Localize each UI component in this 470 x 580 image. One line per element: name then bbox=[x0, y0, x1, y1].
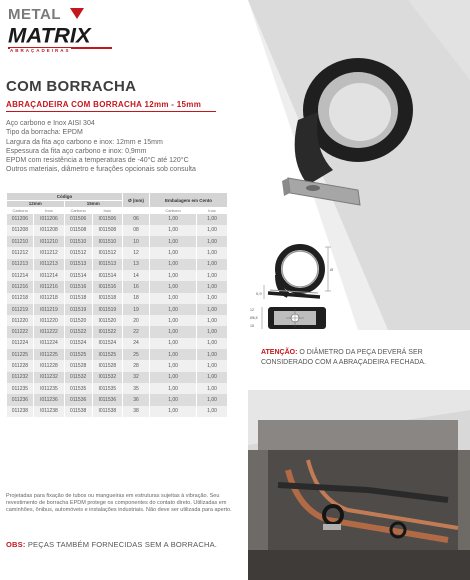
table-cell: 011218 bbox=[7, 293, 34, 304]
warning-label: ATENÇÃO: bbox=[261, 349, 298, 356]
table-cell: 1,00 bbox=[197, 293, 228, 304]
table-cell: I011220 bbox=[34, 315, 64, 326]
table-cell: 011235 bbox=[7, 383, 34, 394]
table-cell: 1,00 bbox=[150, 338, 197, 349]
table-cell: 18 bbox=[122, 293, 149, 304]
table-cell: I011513 bbox=[92, 259, 122, 270]
header-width-12: 12mm bbox=[7, 200, 65, 208]
table-cell: 1,00 bbox=[197, 383, 228, 394]
table-cell: 25 bbox=[122, 349, 149, 360]
table-cell: 24 bbox=[122, 338, 149, 349]
table-cell: 1,00 bbox=[197, 315, 228, 326]
table-cell: 19 bbox=[122, 304, 149, 315]
table-cell: I011222 bbox=[34, 326, 64, 337]
table-row bbox=[7, 225, 228, 236]
table-cell: 1,00 bbox=[197, 304, 228, 315]
table-cell: 011228 bbox=[7, 360, 34, 371]
table-cell: 011522 bbox=[64, 326, 92, 337]
page-subtitle: ABRAÇADEIRA COM BORRACHA 12mm - 15mm bbox=[6, 100, 202, 109]
table-cell: 011222 bbox=[7, 326, 34, 337]
table-cell: I011535 bbox=[92, 383, 122, 394]
table-cell: 011236 bbox=[7, 394, 34, 405]
table-row bbox=[7, 338, 228, 349]
dim-hole: Ø6,5 bbox=[250, 316, 258, 320]
table-cell: I011520 bbox=[92, 315, 122, 326]
table-cell: I011214 bbox=[34, 270, 64, 281]
table-cell: I011219 bbox=[34, 304, 64, 315]
spec-item: Aço carbono e Inox AISI 304 bbox=[6, 120, 95, 127]
table-cell: I011225 bbox=[34, 349, 64, 360]
table-row bbox=[7, 406, 228, 417]
table-row bbox=[7, 247, 228, 258]
table-cell: 1,00 bbox=[197, 225, 228, 236]
table-cell: I011206 bbox=[34, 214, 64, 225]
table-cell: 22 bbox=[122, 326, 149, 337]
table-cell: I011525 bbox=[92, 349, 122, 360]
product-table bbox=[6, 192, 228, 417]
usage-note: Projetadas para fixação de tubos ou mangueiras em estruturas sujeitas à vibração. Seu revestimento de borracha EPDM protege os componentes do contato direto. Utilizadas em caminhões, ônibus, automóveis e instalações industriais. Não deve ser utilizada para aperto. bbox=[6, 493, 232, 513]
table-row bbox=[7, 214, 228, 225]
table-cell: 011538 bbox=[64, 406, 92, 417]
sub-inox: Inox bbox=[197, 208, 228, 214]
table-row bbox=[7, 394, 228, 405]
clamp-front-view-icon bbox=[262, 307, 326, 329]
table-cell: 011238 bbox=[7, 406, 34, 417]
technical-drawing bbox=[248, 235, 368, 360]
table-cell: I011235 bbox=[34, 383, 64, 394]
table-cell: 12 bbox=[122, 247, 149, 258]
table-cell: 011536 bbox=[64, 394, 92, 405]
table-row bbox=[7, 281, 228, 292]
dim-diameter: Ø bbox=[330, 267, 334, 272]
spec-item: Outros materiais, diâmetro e furações opcionais sob consulta bbox=[6, 166, 196, 174]
brand-logo bbox=[8, 6, 112, 52]
table-cell: 1,00 bbox=[197, 326, 228, 337]
logo-triangle-icon bbox=[70, 8, 84, 22]
page-title: COM BORRACHA bbox=[6, 78, 137, 95]
table-cell: I011510 bbox=[92, 236, 122, 247]
table-cell: 1,00 bbox=[150, 214, 197, 225]
header-diameter: Ø (mm) bbox=[122, 193, 149, 208]
table-cell: I011512 bbox=[92, 247, 122, 258]
table-cell: 011532 bbox=[64, 372, 92, 383]
table-cell: 1,00 bbox=[197, 259, 228, 270]
table-cell: 38 bbox=[122, 406, 149, 417]
table-cell: I011506 bbox=[92, 214, 122, 225]
obs-text: PEÇAS TAMBÉM FORNECIDAS SEM A BORRACHA. bbox=[27, 540, 218, 549]
spec-list bbox=[6, 119, 246, 175]
table-cell: I011514 bbox=[92, 270, 122, 281]
table-cell: 011208 bbox=[7, 225, 34, 236]
table-cell: 14 bbox=[122, 270, 149, 281]
table-cell: 1,00 bbox=[197, 247, 228, 258]
table-cell: I011519 bbox=[92, 304, 122, 315]
table-cell: 011506 bbox=[64, 214, 92, 225]
table-cell: 011508 bbox=[64, 225, 92, 236]
spec-item: Tipo da borracha: EPDM bbox=[6, 129, 83, 137]
table-cell: 011206 bbox=[7, 214, 34, 225]
table-cell: 011535 bbox=[64, 383, 92, 394]
table-cell: 1,00 bbox=[150, 372, 197, 383]
table-cell: 16 bbox=[122, 281, 149, 292]
table-cell: I011228 bbox=[34, 360, 64, 371]
table-cell: I011218 bbox=[34, 293, 64, 304]
table-cell: 1,00 bbox=[197, 236, 228, 247]
table-cell: 35 bbox=[122, 383, 149, 394]
table-cell: 1,00 bbox=[150, 304, 197, 315]
table-row bbox=[7, 383, 228, 394]
table-cell: 1,00 bbox=[150, 247, 197, 258]
table-body bbox=[7, 214, 228, 417]
table-cell: 1,00 bbox=[197, 214, 228, 225]
sub-inox: Inox bbox=[92, 208, 122, 214]
table-cell: I011528 bbox=[92, 360, 122, 371]
table-cell: 011224 bbox=[7, 338, 34, 349]
table-cell: I011522 bbox=[92, 326, 122, 337]
table-cell: 1,00 bbox=[197, 406, 228, 417]
table-cell: 1,00 bbox=[150, 349, 197, 360]
table-cell: 1,00 bbox=[150, 383, 197, 394]
table-cell: 32 bbox=[122, 372, 149, 383]
table-cell: 011214 bbox=[7, 270, 34, 281]
table-cell: 06 bbox=[122, 214, 149, 225]
table-cell: 011210 bbox=[7, 236, 34, 247]
clamp-side-view-icon bbox=[264, 247, 334, 299]
table-cell: 1,00 bbox=[150, 315, 197, 326]
table-cell: 011216 bbox=[7, 281, 34, 292]
spec-item: Largura da fita aço carbono e inox: 12mm e 15mm bbox=[6, 138, 163, 146]
table-cell: I011216 bbox=[34, 281, 64, 292]
table-cell: 13 bbox=[122, 259, 149, 270]
table-row bbox=[7, 326, 228, 337]
brand-line2: MATRIX bbox=[8, 23, 91, 48]
sub-carbono: Carbono bbox=[64, 208, 92, 214]
table-cell: 10 bbox=[122, 236, 149, 247]
table-cell: 011524 bbox=[64, 338, 92, 349]
table-cell: I011524 bbox=[92, 338, 122, 349]
dim-thickness: 0,9 bbox=[256, 291, 262, 296]
table-cell: 011512 bbox=[64, 247, 92, 258]
spec-item: EPDM com resistência a temperaturas de -40°C até 120°C bbox=[6, 157, 189, 165]
dim-width: 12 bbox=[250, 308, 254, 312]
application-photo bbox=[248, 390, 470, 580]
table-cell: 011519 bbox=[64, 304, 92, 315]
table-cell: 08 bbox=[122, 225, 149, 236]
table-cell: 1,00 bbox=[150, 293, 197, 304]
table-cell: 1,00 bbox=[197, 270, 228, 281]
subtitle-divider bbox=[6, 111, 216, 112]
sub-carbono: Carbono bbox=[150, 208, 197, 214]
header-codigo: Código bbox=[7, 193, 123, 201]
table-cell: I011212 bbox=[34, 247, 64, 258]
brand-line1: METAL bbox=[8, 6, 62, 23]
table-cell: 1,00 bbox=[150, 360, 197, 371]
table-cell: I011538 bbox=[92, 406, 122, 417]
table-cell: I011518 bbox=[92, 293, 122, 304]
table-cell: 011232 bbox=[7, 372, 34, 383]
table-cell: I011224 bbox=[34, 338, 64, 349]
table-cell: I011232 bbox=[34, 372, 64, 383]
table-cell: 1,00 bbox=[150, 225, 197, 236]
table-cell: 011212 bbox=[7, 247, 34, 258]
table-cell: 1,00 bbox=[150, 281, 197, 292]
table-cell: 011520 bbox=[64, 315, 92, 326]
table-cell: 1,00 bbox=[150, 394, 197, 405]
header-embalagem: Embalagem em Cento bbox=[150, 193, 228, 208]
table-cell: 28 bbox=[122, 360, 149, 371]
brand-tagline: ABRAÇADEIRAS bbox=[10, 48, 71, 53]
table-cell: 011213 bbox=[7, 259, 34, 270]
table-cell: 011225 bbox=[7, 349, 34, 360]
sub-carbono: Carbono bbox=[7, 208, 34, 214]
table-cell: 1,00 bbox=[197, 281, 228, 292]
table-cell: 011528 bbox=[64, 360, 92, 371]
table-cell: 1,00 bbox=[150, 259, 197, 270]
warning-body: O DIÂMETRO DA PEÇA DEVERÁ SER CONSIDERADO COM A ABRAÇADEIRA FECHADA. bbox=[261, 349, 426, 366]
table-cell: 1,00 bbox=[150, 270, 197, 281]
table-row bbox=[7, 372, 228, 383]
table-cell: 011518 bbox=[64, 293, 92, 304]
table-cell: 1,00 bbox=[150, 236, 197, 247]
table-cell: I011213 bbox=[34, 259, 64, 270]
table-cell: 011514 bbox=[64, 270, 92, 281]
table-cell: I011516 bbox=[92, 281, 122, 292]
table-cell: 1,00 bbox=[197, 360, 228, 371]
table-row bbox=[7, 304, 228, 315]
table-row bbox=[7, 360, 228, 371]
table-row bbox=[7, 315, 228, 326]
table-cell: 1,00 bbox=[150, 326, 197, 337]
table-cell: 1,00 bbox=[197, 394, 228, 405]
table-cell: 011220 bbox=[7, 315, 34, 326]
table-cell: 36 bbox=[122, 394, 149, 405]
table-cell: I011508 bbox=[92, 225, 122, 236]
table-row bbox=[7, 293, 228, 304]
table-cell: 1,00 bbox=[197, 338, 228, 349]
spec-item: Espessura da fita aço carbono e inox: 0,9mm bbox=[6, 147, 147, 155]
table-cell: 011516 bbox=[64, 281, 92, 292]
dim-slot: 15 bbox=[250, 324, 254, 328]
table-cell: I011238 bbox=[34, 406, 64, 417]
warning-text bbox=[261, 348, 466, 368]
sub-inox: Inox bbox=[34, 208, 64, 214]
table-cell: I011536 bbox=[92, 394, 122, 405]
table-cell: 1,00 bbox=[197, 349, 228, 360]
header-width-15: 15mm bbox=[64, 200, 122, 208]
obs-line bbox=[6, 540, 217, 549]
table-row bbox=[7, 349, 228, 360]
table-cell: I011236 bbox=[34, 394, 64, 405]
table-cell: 011513 bbox=[64, 259, 92, 270]
table-cell: 011219 bbox=[7, 304, 34, 315]
table-row bbox=[7, 270, 228, 281]
table-row bbox=[7, 259, 228, 270]
table-cell: 011510 bbox=[64, 236, 92, 247]
table-cell: 1,00 bbox=[197, 372, 228, 383]
table-row bbox=[7, 236, 228, 247]
table-cell: 20 bbox=[122, 315, 149, 326]
obs-label: OBS: bbox=[6, 540, 26, 549]
table-cell: I011532 bbox=[92, 372, 122, 383]
table-cell: I011210 bbox=[34, 236, 64, 247]
table-cell: 011525 bbox=[64, 349, 92, 360]
table-cell: 1,00 bbox=[150, 406, 197, 417]
table-cell: I011208 bbox=[34, 225, 64, 236]
